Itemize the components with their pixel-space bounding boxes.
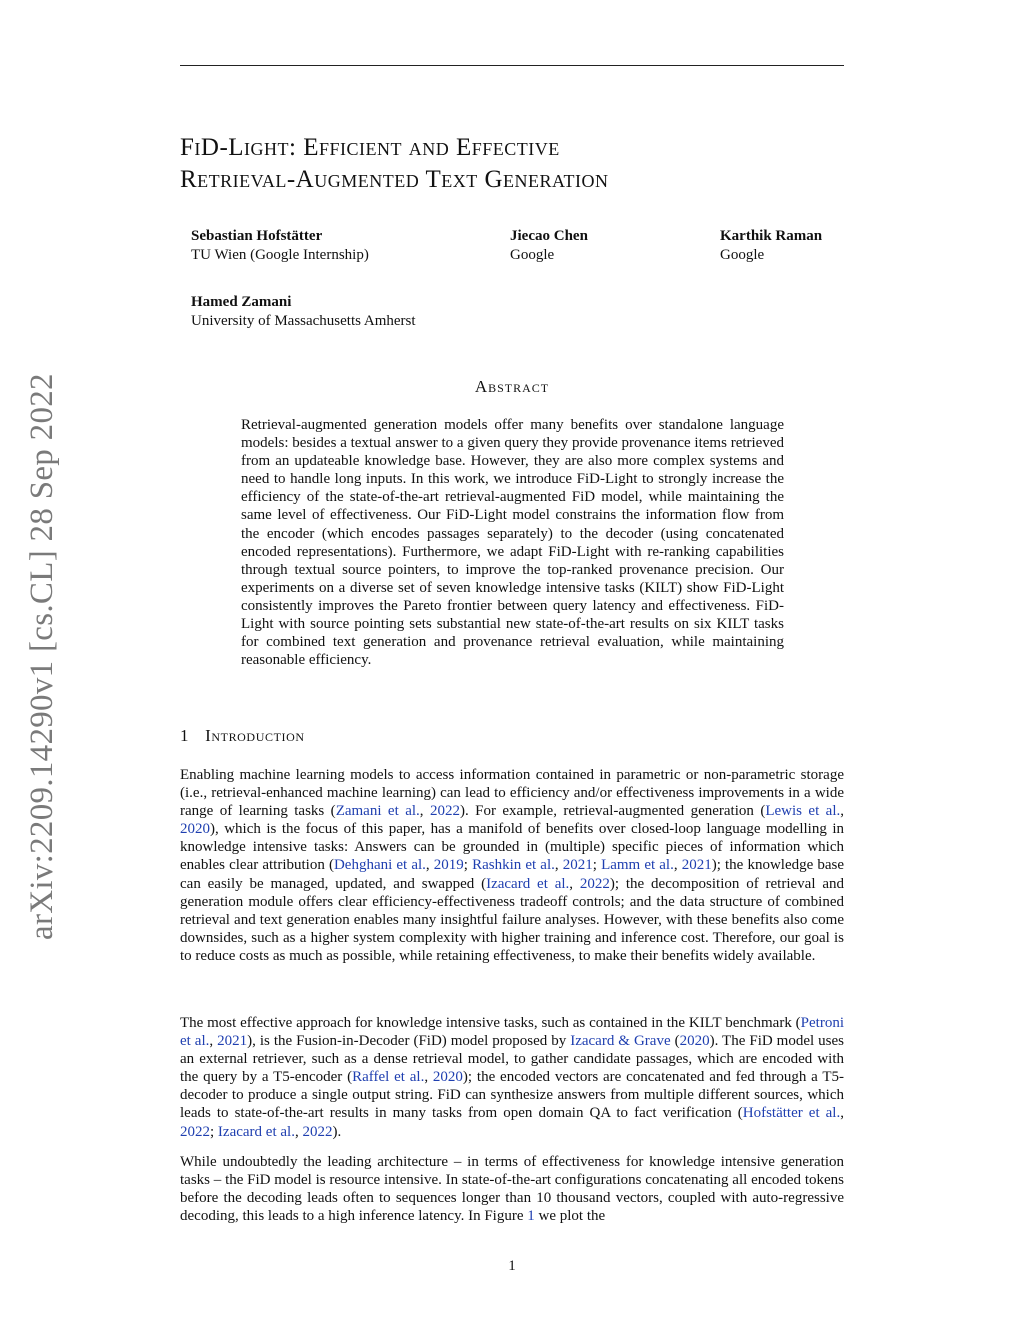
citation-link[interactable]: Izacard et al. — [486, 875, 570, 892]
page-number: 1 — [508, 1258, 516, 1274]
figure-reference-link[interactable]: 1 — [527, 1208, 535, 1225]
paper-title — [180, 132, 844, 196]
citation-link[interactable]: 2022 — [579, 875, 610, 892]
paragraph-text: ( — [670, 1033, 680, 1050]
citation-link[interactable]: Dehghani et al. — [333, 857, 426, 874]
citation-separator: ; — [592, 857, 602, 874]
author-2 — [510, 227, 588, 265]
title-line-1: FiD-Light: Efficient and Effective — [180, 134, 560, 161]
author-1 — [191, 227, 369, 265]
citation-separator: , — [294, 1123, 303, 1140]
title-line-2: Retrieval-Augmented Text Generation — [180, 166, 609, 193]
paragraph-text: ); the knowledge base can easily be managed, updated, and swapped ( — [180, 857, 845, 892]
citation-separator: , — [569, 875, 580, 892]
author-affiliation: University of Massachusetts Amherst — [191, 313, 416, 329]
citation-link[interactable]: Petroni et al. — [180, 1015, 844, 1050]
citation-link[interactable]: Izacard & Grave — [570, 1033, 671, 1050]
author-name: Karthik Raman — [720, 228, 823, 244]
citation-link[interactable]: Raffel et al. — [352, 1069, 425, 1086]
top-rule — [180, 65, 844, 66]
citation-link[interactable]: Rashkin et al. — [472, 857, 555, 874]
author-name: Sebastian Hofstätter — [191, 228, 323, 244]
section-title: Introduction — [205, 726, 305, 745]
paragraph-text: ); the encoded vectors are concatenated and fed through a T5-decoder to produce a single output string. FiD can synthesize answers from multiple different sources, which leads to state-of-the-art results in many tasks from open domain QA to fact verification ( — [180, 1069, 845, 1122]
paragraph-text: ). — [332, 1123, 342, 1140]
citation-link[interactable]: Izacard et al. — [217, 1123, 295, 1140]
abstract-heading: Abstract — [474, 377, 550, 396]
citation-link[interactable]: 2020 — [180, 821, 210, 838]
citation-separator: , — [419, 803, 430, 820]
citation-separator: , — [840, 1105, 844, 1122]
citation-separator: ; — [463, 857, 473, 874]
citation-separator: , — [209, 1033, 218, 1050]
citation-link[interactable]: 2022 — [302, 1123, 333, 1140]
citation-link[interactable]: Lewis et al. — [765, 803, 841, 820]
paragraph-text: The most effective approach for knowledge intensive tasks, such as contained in the KILT benchmark ( — [180, 1015, 801, 1031]
paragraph-text: ), which is the focus of this paper, has a manifold of benefits over closed-loop language modelling in knowledge intensive tasks: Answers can be grounded in (multiple) specific pieces of information which enables clear attribution ( — [180, 821, 844, 874]
citation-link[interactable]: 2022 — [429, 803, 460, 820]
citation-separator: , — [673, 857, 682, 874]
citation-link[interactable]: Lamm et al. — [601, 857, 674, 874]
paragraph-text: ). The FiD model uses an external retriever, such as a dense retrieval model, to gather candidate passages, which are encoded with the query by a T5-encoder ( — [180, 1033, 844, 1086]
citation-link[interactable]: 2020 — [679, 1033, 710, 1050]
paragraph-text: we plot the — [534, 1208, 606, 1225]
citation-separator: , — [554, 857, 563, 874]
citation-link[interactable]: Zamani et al. — [335, 803, 420, 820]
citation-link[interactable]: Hofstätter et al. — [742, 1105, 841, 1122]
paragraph-text: While undoubtedly the leading architecture – in terms of effectiveness for knowledge intensive generation tasks – the FiD model is resource intensive. In state-of-the-art configurations concatenating all encoded tokens before the decoding leads often to sequences longer than 10 thousand vectors, coupled with auto-regressive decoding, this leads to a high inference latency. In Figure — [180, 1154, 844, 1225]
citation-link[interactable]: 2019 — [433, 857, 464, 874]
citation-link[interactable]: 2020 — [432, 1069, 463, 1086]
intro-paragraph-3 — [180, 1153, 844, 1225]
intro-paragraph-1 — [180, 766, 844, 965]
section-heading-introduction — [180, 726, 305, 746]
paragraph-text: ), is the Fusion-in-Decoder (FiD) model proposed by — [247, 1033, 571, 1050]
section-number: 1 — [180, 726, 190, 745]
author-name: Jiecao Chen — [510, 228, 588, 244]
author-affiliation: TU Wien (Google Internship) — [191, 247, 369, 263]
author-4 — [191, 293, 416, 331]
author-affiliation: Google — [720, 247, 765, 263]
citation-link[interactable]: 2022 — [180, 1123, 210, 1140]
citation-link[interactable]: 2021 — [681, 857, 712, 874]
abstract-text: Retrieval-augmented generation models offer many benefits over standalone language models: besides a textual answer to a given query they provide provenance items retrieved from an updateable knowledge base. However, they are also more complex systems and need to handle long inputs. In this work, we introduce FiD-Light to strongly increase the efficiency of the state-of-the-art retrieval-augmented FiD model, while maintaining the same level of effectiveness. Our FiD-Light model constrains the information flow from the encoder (which encodes passages separately) to the decoder (using concatenated encoded representations). Furthermore, we adapt FiD-Light with re-ranking capabilities through textual source pointers, to improve the top-ranked provenance precision. Our experiments on a diverse set of seven knowledge intensive tasks (KILT) show FiD-Light consistently improves the Pareto frontier between query latency and effectiveness. FiD-Light with source pointing sets substantial new state-of-the-art results on six KILT tasks for combined text generation and provenance retrieval evaluation, while maintaining reasonable efficiency. — [241, 417, 784, 669]
citation-separator: , — [424, 1069, 433, 1086]
intro-paragraph-2 — [180, 1014, 844, 1141]
citation-separator: ; — [210, 1123, 218, 1140]
paragraph-text: Enabling machine learning models to access information contained in parametric or non-parametric storage (i.e., retrieval-enhanced machine learning) can lead to efficiency and/or effectiveness improvements in a wide range of learning tasks ( — [180, 767, 844, 820]
paragraph-text: ). For example, retrieval-augmented generation ( — [459, 803, 766, 820]
author-affiliation: Google — [510, 247, 555, 263]
citation-separator: , — [425, 857, 434, 874]
citation-separator: , — [840, 803, 845, 820]
citation-link[interactable]: 2021 — [562, 857, 593, 874]
paragraph-text: ); the decomposition of retrieval and generation module offers clear efficiency-effectiveness tradeoff controls; and the data structure of combined retrieval and text generation enables many insightful failure analyses. However, with these benefits also come downsides, such as a higher system complexity with higher training and inference cost. Therefore, our goal is to reduce costs as much as possible, while retaining effectiveness, to make their benefits widely available. — [180, 875, 844, 964]
arxiv-identifier: arXiv:2209.14290v1 [cs.CL] 28 Sep 2022 — [24, 373, 60, 940]
author-3 — [720, 227, 822, 265]
citation-link[interactable]: 2021 — [217, 1033, 248, 1050]
author-name: Hamed Zamani — [191, 294, 292, 310]
